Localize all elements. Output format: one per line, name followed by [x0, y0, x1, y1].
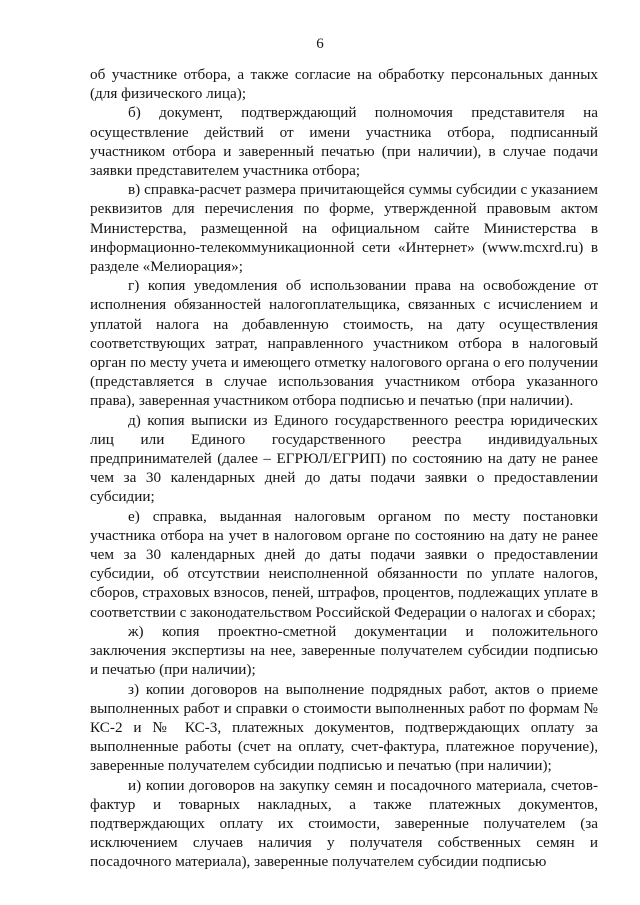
- paragraph-continuation: об участнике отбора, а также согласие на обработку персональных данных (для физического лица);: [90, 66, 598, 103]
- page-number: 6: [316, 36, 324, 52]
- paragraph-item-v: в) справка-расчет размера причитающейся суммы субсидии с указанием реквизитов для перечисления по форме, утвержденной правовым актом Министерства, размещенной на официальном сайте Министерства в информационно-телекоммуникационной сети «Интернет» (www.mcxrd.ru) в разделе «Мелиорация»;: [90, 181, 598, 276]
- paragraph-item-e: е) справка, выданная налоговым органом по месту постановки участника отбора на учет в налоговом органе по состоянию на дату не ранее чем за 30 календарных дней до даты подачи заявки о предоставлении субсидии, об отсутствии неисполненной обязанности по уплате налогов, сборов, страховых взносов, пеней, штрафов, процентов, подлежащих уплате в соответствии с законодательством Российской Федерации о налогах и сборах;: [90, 507, 598, 621]
- paragraph-item-d: д) копия выписки из Единого государственного реестра юридических лиц или Единого государственного реестра индивидуальных предпринимателей (далее – ЕГРЮЛ/ЕГРИП) по состоянию на дату не ранее чем за 30 календарных дней до даты подачи заявки о предоставлении субсидии;: [90, 411, 598, 506]
- paragraph-item-b: б) документ, подтверждающий полномочия представителя на осуществление действий от имени участника отбора, подписанный участником отбора и заверенный печатью (при наличии), в случае подачи заявки представителем участника отбора;: [90, 104, 598, 180]
- paragraph-item-g: г) копия уведомления об использовании права на освобождение от исполнения обязанностей налогоплательщика, связанных с исчислением и уплатой налога на добавленную стоимость, на дату осуществления соответствующих затрат, направленного участником отбора в налоговый орган по месту учета и имеющего отметку налогового органа о его получении (представляется в случае использования участником отбора указанного права), заверенная участником отбора подписью и печатью (при наличии).: [90, 277, 598, 410]
- paragraph-item-zh: ж) копия проектно-сметной документации и положительного заключения экспертизы на нее, заверенные получателем субсидии подписью и печатью (при наличии);: [90, 622, 598, 679]
- paragraph-item-z: з) копии договоров на выполнение подрядных работ, актов о приеме выполненных работ и справки о стоимости выполненных работ по формам № КС-2 и № КС-3, платежных документов, подтверждающих оплату за выполненные работы (счет на оплату, счет-фактура, платежное поручение), заверенные получателем субсидии подписью и печатью (при наличии);: [90, 680, 598, 775]
- paragraph-item-i: и) копии договоров на закупку семян и посадочного материала, счетов-фактур и товарных накладных, а также платежных документов, подтверждающих оплату их стоимости, заверенные получателем (за исключением случаев наличия у получателя собственных семян и посадочного материала), заверенные получателем субсидии подписью: [90, 776, 598, 871]
- document-body: [90, 65, 598, 872]
